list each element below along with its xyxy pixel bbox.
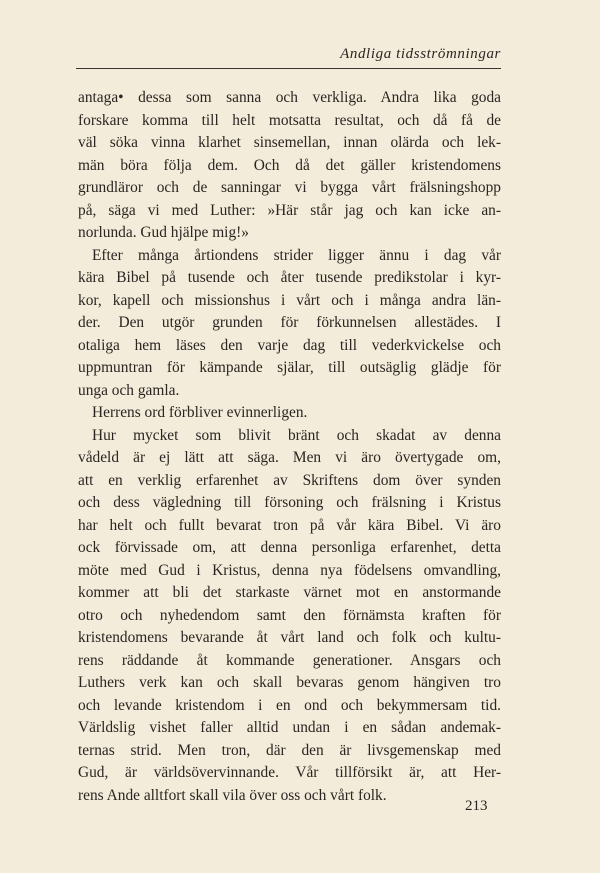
text-line: otro och nyhedendom samt den förnämsta kraften för [78,606,501,624]
text-line: forskare komma till helt motsatta resultat, och då få de [78,111,501,129]
text-line: på, säga vi med Luther: »Här står jag och kan icke an- [78,201,501,219]
text-line: uppmuntran för kämpande själar, till outsäglig glädje för [78,359,501,376]
text-line: möte med Gud i Kristus, denna nya födelsens omvandling, [78,561,501,579]
text-line: Luthers verk kan och skall bevaras genom hängiven tro [78,674,501,691]
text-line: Gud, är världsövervinnande. Vår tillförsikt är, att Her- [78,764,501,781]
page-number: 213 [465,798,488,814]
text-line: kor, kapell och missionshus i vårt och i många andra län- [78,291,501,309]
text-line: och levande kristendom i en ond och bekymmersam tid. [78,696,501,714]
text-line: Hur mycket som blivit bränt och skadat av denna [92,426,501,444]
text-line: män böra följa dem. Och då det gäller kristendomens [78,156,501,174]
text-line: otaliga hem läses den varje dag till vederkvickelse och [78,336,501,354]
text-line: rens Ande alltfort skall vila över oss och vårt folk. [78,786,387,804]
header-rule [76,68,501,69]
text-line: vådeld är ej lätt att säga. Men vi äro övertygade om, [78,449,501,466]
text-line: har helt och fullt bevarat tron på vår kära Bibel. Vi äro [78,516,501,534]
text-line: unga och gamla. [78,381,180,399]
text-line: kristendomens bevarande åt vårt land och folk och kultu- [78,629,501,646]
text-line: ternas strid. Men tron, där den är livsgemenskap med [78,741,501,759]
text-line: Herrens ord förbliver evinnerligen. [92,404,308,421]
body-text [78,87,501,807]
text-line: antaga• dessa som sanna och verkliga. Andra lika goda [78,89,501,106]
text-line: väl söka vinna klarhet sinsemellan, innan olärda och lek- [78,134,501,151]
text-line: Världslig vishet faller alltid undan i en sådan andemak- [78,719,501,736]
text-line: norlunda. Gud hjälpe mig!» [78,224,249,241]
text-line: att en verklig erfarenhet av Skriftens dom över synden [78,471,501,489]
text-line: ock förvissade om, att denna personliga erfarenhet, detta [78,539,501,556]
text-line: rens räddande åt kommande generationer. Ansgars och [78,651,501,669]
text-line: kommer att bli det starkaste värnet mot en anstormande [78,584,501,601]
running-header: Andliga tidsströmningar [340,46,501,62]
text-line: Efter många årtiondens strider ligger ännu i dag vår [92,246,501,264]
text-line: der. Den utgör grunden för förkunnelsen allestädes. I [78,314,501,331]
text-line: och dess vägledning till försoning och frälsning i Kristus [78,494,501,511]
text-line: kära Bibel på tusende och åter tusende predikstolar i kyr- [78,269,501,286]
text-line: grundläror och de sanningar vi bygga vårt frälsningshopp [78,179,501,196]
